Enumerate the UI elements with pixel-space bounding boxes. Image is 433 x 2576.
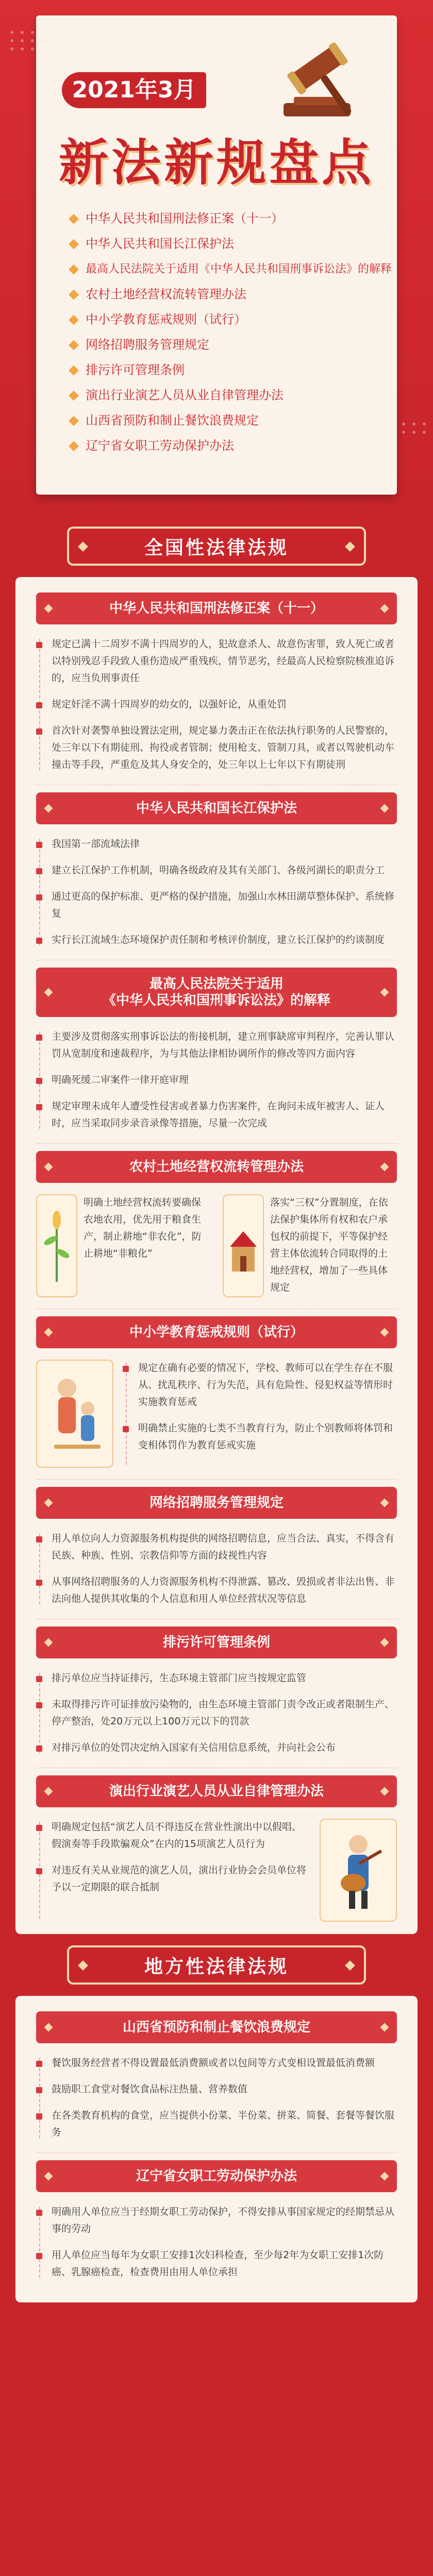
law-split-left — [36, 1194, 210, 1297]
hero-date: 2021年3月 — [62, 72, 206, 108]
law-split-right — [223, 1194, 397, 1297]
law-item: 规定奸淫不满十四周岁的幼女的，以强奸论，从重处罚 — [36, 696, 397, 713]
national-content — [15, 577, 418, 1934]
guitarist-illustration — [320, 1819, 397, 1922]
section-banner-label: 全国性法律法规 — [67, 527, 366, 566]
law-item: 鼓励职工食堂对餐饮食品标注热量、营养数值 — [36, 2081, 397, 2098]
law-items — [15, 836, 418, 948]
law-split-text: 明确土地经营权流转要确保农地农用，优先用于粮食生产，制止耕地“非农化”，防止耕地“非粮化” — [84, 1197, 202, 1259]
law-split-text: 落实“三权”分置制度，在依法保护集体所有权和农户承包权的前提下，平等保护经营主体依流转合同取得的土地经营权，增加了一些具体规定 — [270, 1197, 388, 1293]
law-title: 中华人民共和国刑法修正案（十一） — [36, 592, 397, 624]
law-item: 通过更高的保护标准、更严格的保护措施，加强山水林田湖草整体保护、系统修复 — [36, 888, 397, 922]
law-item: 用人单位向人力资源服务机构提供的网络招聘信息，应当合法、真实，不得含有民族、种族、性别、宗教信仰等方面的歧视性内容 — [36, 1530, 397, 1564]
law-split — [15, 1194, 418, 1297]
law-items — [36, 1819, 310, 1922]
law-title-line: 最高人民法院关于适用 — [149, 976, 284, 992]
law-items — [15, 1028, 418, 1132]
law-items — [123, 1360, 397, 1468]
law-with-picture — [15, 1819, 418, 1922]
law-pollution-permit — [15, 1626, 418, 1756]
law-items — [15, 2204, 418, 2281]
teacher-student-illustration — [36, 1360, 113, 1468]
law-title: 中小学教育惩戒规则（试行） — [36, 1316, 397, 1348]
hero-card — [36, 15, 397, 495]
law-title — [36, 968, 397, 1017]
law-shanxi-food-waste — [15, 2011, 418, 2141]
law-item: 未取得排污许可证排放污染物的，由生态环境主管部门责令改正或者限制生产、停产整治，处20万元以上100万元以下的罚款 — [36, 1696, 397, 1730]
hero-list-item: 演出行业演艺人员从业自律管理办法 — [67, 383, 376, 408]
law-yangtze — [15, 792, 418, 948]
law-item: 明确用人单位应当于经期女职工劳动保护，不得安排从事国家规定的经期禁忌从事的劳动 — [36, 2204, 397, 2238]
law-online-recruitment — [15, 1487, 418, 1607]
law-item: 在各类教育机构的食堂，应当提供小份菜、半份菜、拼菜、简餐、套餐等餐饮服务 — [36, 2107, 397, 2141]
law-item: 排污单位应当持证排污，生态环境主管部门应当按规定监管 — [36, 1670, 397, 1687]
law-title-line: 《中华人民共和国刑事诉讼法》的解释 — [102, 993, 330, 1008]
hero-list-item: 最高人民法院关于适用《中华人民共和国刑事诉讼法》的解释 — [67, 257, 376, 282]
law-school-discipline — [15, 1316, 418, 1468]
law-items — [15, 2055, 418, 2141]
law-item: 明确规定包括“演艺人员不得违反在营业性演出中以假唱、假演奏等手段欺骗观众”在内的15项演艺人员行为 — [36, 1819, 310, 1853]
law-item: 从事网络招聘服务的人力资源服务机构不得泄露、篡改、毁损或者非法出售、非法向他人提供其收集的个人信息和用人单位经营状况等信息 — [36, 1573, 397, 1607]
law-title: 演出行业演艺人员从业自律管理办法 — [36, 1775, 397, 1807]
law-item: 建立长江保护工作机制，明确各级政府及其有关部门、各级河湖长的职责分工 — [36, 862, 397, 879]
hero-list-item: 中华人民共和国长江保护法 — [67, 231, 376, 257]
hero-list-item: 网络招聘服务管理规定 — [67, 332, 376, 358]
hero-title: 新法新规盘点 — [59, 134, 374, 192]
hero-list-item: 中小学教育惩戒规则（试行） — [67, 307, 376, 332]
law-title: 网络招聘服务管理规定 — [36, 1487, 397, 1519]
law-with-picture — [15, 1360, 418, 1468]
law-item: 餐饮服务经营者不得设置最低消费额或者以包间等方式变相设置最低消费额 — [36, 2055, 397, 2072]
law-item: 用人单位应当每年为女职工安排1次妇科检查，至少每2年为女职工安排1次防癌、乳腺癌检查，检查费用由用人单位承担 — [36, 2247, 397, 2281]
hero — [0, 0, 433, 515]
law-title: 辽宁省女职工劳动保护办法 — [36, 2160, 397, 2192]
section-banner-local — [0, 1934, 433, 1996]
law-title: 排污许可管理条例 — [36, 1626, 397, 1658]
law-items — [15, 1670, 418, 1756]
law-rural-land — [15, 1151, 418, 1297]
law-criminal-amendment — [15, 592, 418, 773]
hero-list-item: 农村土地经营权流转管理办法 — [67, 282, 376, 307]
law-item: 实行长江流域生态环境保护责任制和考核评价制度，建立长江保护的约谈制度 — [36, 931, 397, 948]
law-item: 主要涉及贯彻落实刑事诉讼法的衔接机制，建立刑事缺席审判程序，完善认罪认罚从宽制度和速裁程序，为与其他法律相协调所作的修改等四方面内容 — [36, 1028, 397, 1062]
law-criminal-procedure — [15, 968, 418, 1132]
law-item: 对违反有关从业规范的演艺人员，演出行业协会会员单位将予以一定期限的联合抵制 — [36, 1862, 310, 1896]
footer — [0, 2302, 433, 2359]
section-banner-label: 地方性法律法规 — [67, 1945, 366, 1985]
gavel-icon — [263, 36, 366, 124]
divider — [36, 1143, 397, 1144]
law-title: 中华人民共和国长江保护法 — [36, 792, 397, 824]
law-title: 山西省预防和制止餐饮浪费规定 — [36, 2011, 397, 2043]
divider — [36, 1479, 397, 1480]
local-content — [15, 1996, 418, 2302]
law-liaoning-female-workers — [15, 2160, 418, 2281]
law-title: 农村土地经营权流转管理办法 — [36, 1151, 397, 1183]
hero-list-item: 中华人民共和国刑法修正案（十一） — [67, 206, 376, 231]
law-item: 规定审理未成年人遭受性侵害或者暴力伤害案件，在询问未成年被害人、证人时，应当采取同步录音录像等措施，尽量一次完成 — [36, 1098, 397, 1132]
farm-icon — [223, 1194, 264, 1297]
hero-list — [67, 206, 392, 459]
hero-list-item: 山西省预防和制止餐饮浪费规定 — [67, 408, 376, 433]
law-item: 明确禁止实施的七类不当教育行为，防止个别教师将体罚和变相体罚作为教育惩戒实施 — [123, 1420, 397, 1454]
law-item: 规定已满十二周岁不满十四周岁的人，犯故意杀人、故意伤害罪，致人死亡或者以特别残忍手段致人重伤造成严重残疾，情节恶劣，经最高人民检察院核准追诉的，应当负刑事责任 — [36, 636, 397, 687]
law-item: 规定在确有必要的情况下，学校、教师可以在学生存在不服从、扰乱秩序、行为失范，具有危险性、侵犯权益等情形时实施教育惩戒 — [123, 1360, 397, 1411]
plant-icon — [36, 1194, 77, 1297]
law-item: 对排污单位的处罚决定纳入国家有关信用信息系统，并向社会公布 — [36, 1739, 397, 1756]
law-performers — [15, 1775, 418, 1922]
hero-list-item: 排污许可管理条例 — [67, 358, 376, 383]
law-item: 首次针对袭警单独设置法定刑，规定暴力袭击正在依法执行职务的人民警察的，处三年以下有期徒刑、拘役或者管制；使用枪支、管制刀具，或者以驾驶机动车撞击等手段，严重危及其人身安全的，处三年以上七年以下有期徒刑 — [36, 722, 397, 773]
section-banner-national — [0, 515, 433, 577]
hero-list-item: 辽宁省女职工劳动保护办法 — [67, 433, 376, 459]
law-items — [15, 636, 418, 773]
law-item: 明确死缓二审案件一律开庭审理 — [36, 1072, 397, 1089]
law-item: 我国第一部流域法律 — [36, 836, 397, 853]
law-items — [15, 1530, 418, 1607]
